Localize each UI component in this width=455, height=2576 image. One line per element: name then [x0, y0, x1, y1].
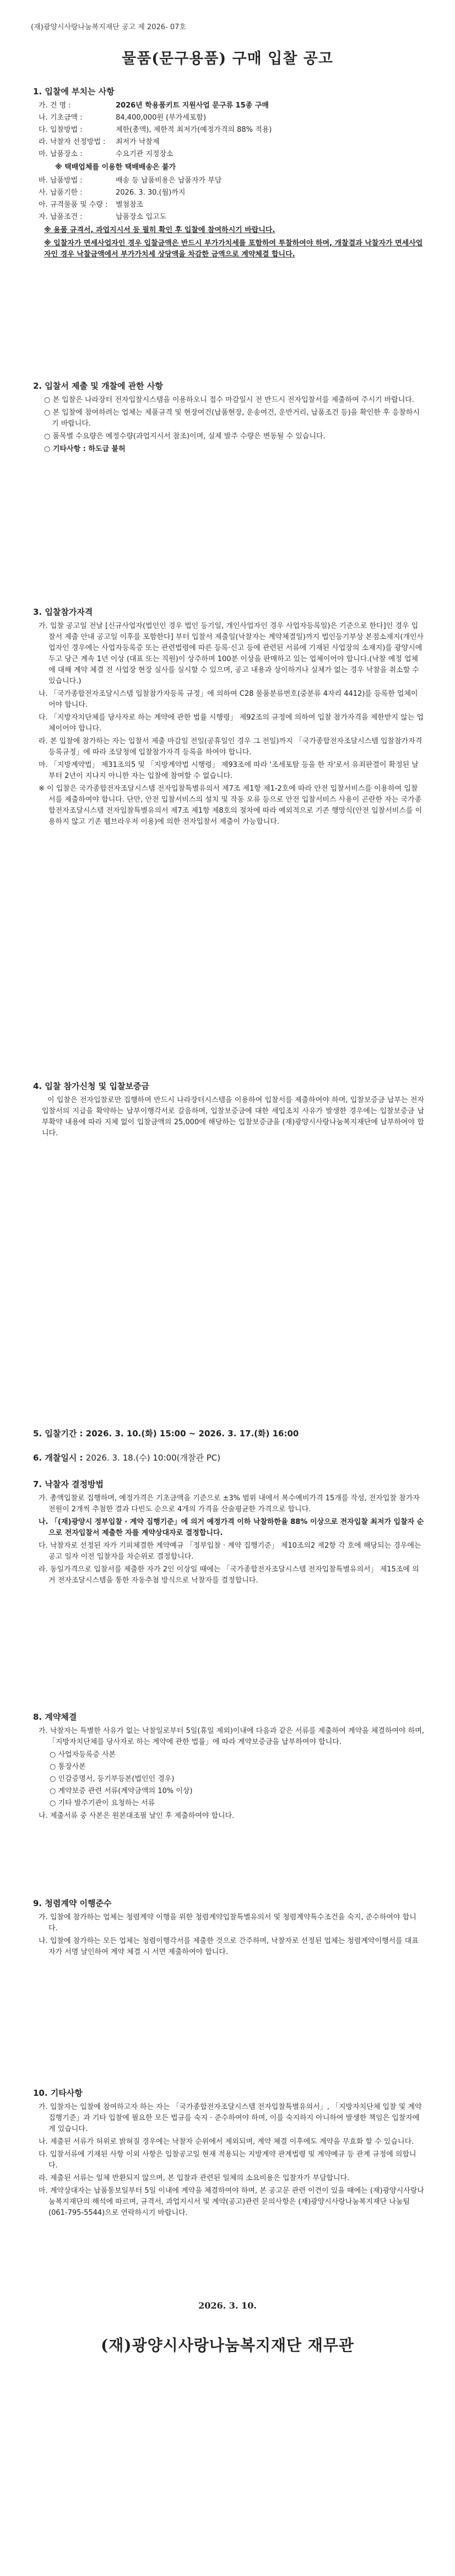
detail-value: 수요기관 지정장소: [116, 150, 174, 158]
page-title: 물품(문구용품) 구매 입찰 공고: [122, 50, 333, 67]
document-number: (재)광양시사랑나눔복지재단 공고 제 2026- 07호: [31, 23, 186, 31]
list-item: 나. 입찰에 참가하는 모든 업체는 청렴이행각서를 제출한 것으로 간주하며, 낙찰자로 선정된 업체는 청렴계약이행서를 대표자가 서명 날인하여 계약 체결 시 서면 제출하여야 합니다.: [39, 1937, 419, 1956]
section-title: 1. 입찰에 부치는 사항: [33, 87, 115, 96]
section-misc: [33, 2087, 424, 2220]
bid-period: [33, 1428, 424, 1439]
list-item: 가. 입찰자는 입찰에 참여하고자 하는 자는 「국가종합전자조달시스템 전자입찰특별유의서」, 「지방자치단체 입찰 및 계약집행기준」과 기타 입찰에 필요한 모든 법규를 숙지 · 준수하여야 하며, 이를 숙지하지 아니하여 발생한 책임은 입찰자에게 있습니다.: [39, 2103, 422, 2133]
section-bid-period: [33, 1428, 424, 1439]
bid-period-value: 2026. 3. 10.(화) 15:00 ~ 2026. 3. 17.(화) 16:00: [85, 1429, 299, 1439]
list-item: 마. 「지방계약법」 제31조의5 및 「지방계약법 시행령」 제93조에 따라 '조세포탈 등을 한 자'로서 유죄판결이 확정된 날부터 2년이 지나지 아니한 자는 입찰에 참여할 수 없습니다.: [39, 761, 419, 780]
section-title: 7. 낙찰자 결정방법: [33, 1479, 104, 1489]
list-item: 나. 제출된 서류가 허위로 밝혀질 경우에는 낙찰자 순위에서 제외되며, 계약 체결 이후에도 계약을 무효화 할 수 있습니다.: [39, 2138, 414, 2146]
issuer-name: (재)광양시사랑나눔복지재단 재무관: [101, 2336, 354, 2354]
detail-value: 제한(총액), 제한적 최저가(예정가격의 88% 적용): [116, 126, 272, 134]
detail-label: 나. 기초금액 :: [39, 114, 83, 122]
section-title: 2. 입찰서 제출 및 개찰에 관한 사항: [33, 381, 163, 391]
list-item: 마. 계약상대자는 납품통보일부터 5일 이내에 계약을 체결하여야 하며, 본 공고문 관련 이견이 있을 때에는 (재)광양시사랑나눔복지재단의 해석에 따르며, 규격서, 과업지시서 및 계약(공고)관련 문의사항은 (재)광양시사랑나눔복지재단 나눔팀(061-795-5544)으로 연락하시기 바랍니다.: [39, 2187, 424, 2217]
detail-value: 배송 등 납품비용은 납품자가 부담: [116, 176, 222, 185]
detail-label: 라. 낙찰자 선정방법 :: [39, 138, 106, 146]
list-item: 다. 입찰서류에 기재된 사항 이외 사항은 입찰공고일 현재 적용되는 지방계약 관계법령 및 계약예규 등 관계 규정에 의합니다.: [39, 2150, 416, 2170]
list-item: 라. 동일가격으로 입찰서를 제출한 자가 2인 이상일 때에는 「국가종합전자조달시스템 전자입찰특별유의서」 제15조에 의거 전자조달시스템을 통한 자동추첨 방식으로 낙찰자를 결정합니다.: [39, 1565, 419, 1585]
detail-row: [39, 100, 424, 111]
list-item: 라. 제출된 서류는 일체 반환되지 않으며, 본 입찰과 관련된 일체의 소요비용은 입찰자가 부담합니다.: [39, 2174, 350, 2182]
paragraph: 이 입찰은 전자입찰로만 집행하며 반드시 나라장터시스템을 이용하여 입찰서를 제출하여야 하며, 입찰보증금 납부는 전자입찰서의 지급을 확약하는 납부이행각서로 갈음하며, 입찰보증금에 대한 세입조치 사유가 발생한 경우에는 입찰보증금 납부확약 내용에 따라 지체 없이 입찰금액의 25,000에 해당하는 입찰보증금을 (재)광양시사랑나눔복지재단에 납부하여야 합니다.: [42, 1096, 424, 1137]
list-item: 가. 입찰 공고일 전날 [신규사업자(법인인 경우 법인 등기일, 개인사업자인 경우 사업자등록일)은 기준으로 한다]인 경우 입찰서 제출 안내 공고일 이후를 포함한다] 부터 입찰서 제출일(낙찰자는 계약체결일)까지 법인등기부상 본점소재지(개인사업자인 경우에는 사업자등록증 또는 관련법령에 따른 등록·신고 등에 관련된 서류에 기재된 사업장의 소재지)를 광양시에 두고 당근 계속 1년 이상 (대표 또는 직원)이 상주하며 100분 이상을 판매하고 있는 업체이어야 합니다.(낙찰 예정 업체에 대해 계약 체결 전 사업장 현장 실사를 실시할 수 있으며, 공고 내용과 상이하거나 실체가 없는 경우 낙찰을 취소할 수 있습니다.): [39, 622, 424, 685]
list-item: 가. 총액입찰로 집행하며, 예정가격은 기초금액을 기준으로 ±3% 범위 내에서 복수예비가격 15개를 작성, 전자입찰 참가자 전원이 2개씩 추첨한 결과 다빈도 순으로 4개의 가격을 산술평균한 가격으로 합니다.: [39, 1494, 420, 1514]
section-integrity: [33, 1898, 424, 1960]
section-title: 3. 입찰참가자격: [33, 607, 93, 617]
detail-label: 마. 납품장소 :: [39, 150, 83, 158]
spec-note: ※ 용품 규격서, 과업지시서 등 필히 확인 후 입찰에 참여하시기 바랍니다.: [44, 226, 275, 234]
list-item: 나. 「국가종합전자조달시스템 입찰참가자등록 규정」에 의하여 C28 물품분류번호(중분류 4자리 4412)를 등록한 업체이어야 합니다.: [39, 690, 418, 709]
document-item: ○ 통장사본: [50, 1763, 86, 1771]
list-item: 가. 낙찰자는 특별한 사유가 없는 낙찰일로부터 5일(휴일 제외)이내에 다음과 같은 서류를 제출하여 계약을 체결하여야 하며, 「지방자치단체를 당사자로 하는 계약에 관한 법률」에 따라 계약보증금을 납부하여야 합니다.: [39, 1727, 424, 1746]
detail-row: [39, 212, 424, 223]
section-opening: [33, 1452, 424, 1463]
section-title: 6. 개찰일시 :: [33, 1453, 83, 1463]
section-title: 9. 청렴계약 이행준수: [33, 1898, 112, 1908]
list-item: ○ 본 입찰은 나라장터 전자입찰시스템을 이용하오니 접수 마감일시 전 반드시 전자입찰서를 제출하여 주시기 바랍니다.: [44, 396, 414, 404]
list-item: ○ 본 입찰에 참여하려는 업체는 제품규격 및 현장여건(납품현장, 운송여건, 운반거리, 납품조건 등)을 확인한 후 응찰하시기 바랍니다.: [44, 409, 420, 428]
section-title: 8. 계약체결: [33, 1712, 77, 1722]
detail-label: 가. 건 명 :: [39, 101, 71, 110]
detail-label: 다. 입찰방법 :: [39, 126, 83, 134]
section-award: [33, 1479, 424, 1588]
tax-note: ※ 입찰자가 면세사업자인 경우 입찰금액은 반드시 부가가치세를 포함하여 투찰하여야 하며, 개찰결과 낙찰자가 면세사업자인 경우 낙찰금액에서 부가가치세 상당액을 차감한 금액으로 계약체결 합니다.: [44, 239, 423, 259]
detail-value: 2026. 3. 30.(월)까지: [116, 189, 186, 197]
list-item: 다. 낙찰자로 선정된 자가 기피체결한 계약예규 「정부입찰 · 계약 집행기준」 제10조의2 제2항 각 호에 해당되는 경우에는 공고 일자 이전 입찰자를 차순위로 결정합니다.: [39, 1542, 421, 1561]
detail-row: [39, 187, 424, 198]
delivery-note: ※ 택배업체를 이용한 택배배송은 불가: [55, 163, 176, 171]
section-title: 4. 입찰 참가신청 및 입찰보증금: [33, 1081, 149, 1091]
detail-label: 바. 납품방법 :: [39, 176, 83, 185]
opening-date: [33, 1452, 424, 1463]
document-item: ○ 인감증명서, 등기부등본(법인인 경우): [50, 1775, 175, 1783]
section-title: 10. 기타사항: [33, 2088, 83, 2098]
document-item: ○ 계약보증 관련 서류(계약금액의 10% 이상): [50, 1787, 193, 1795]
detail-value: 별첨참조: [116, 201, 144, 209]
section-bid-details: [33, 86, 424, 262]
section-eligibility: [33, 607, 424, 829]
section-title: 5. 입찰기간 :: [33, 1429, 83, 1439]
opening-date-value: 2026. 3. 18.(수) 10:00(개찰관 PC): [85, 1453, 221, 1463]
detail-label: 아. 규격물품 및 수량 :: [39, 201, 108, 209]
detail-row: [39, 149, 424, 160]
list-item: 라. 본 입찰에 참가하는 자는 입찰서 제출 마감일 전일(공휴일인 경우 그 전일)까지 「국가종합전자조달시스템 입찰참가자격 등록규정」에 따라 조달청에 입찰참가자격 등록을 하여야 합니다.: [39, 737, 422, 756]
detail-value: 납품장소 입고도: [116, 213, 167, 221]
notice-date: 2026. 3. 10.: [198, 2300, 257, 2311]
list-item: 다. 「지방자치단체를 당사자로 하는 계약에 관한 법률 시행령」 제92조의 규정에 의하여 입찰 참가자격을 제한받지 않는 업체이어야 합니다.: [39, 713, 424, 733]
section-contract: [33, 1711, 424, 1823]
detail-row: [39, 112, 424, 124]
detail-value: 최저가 낙찰제: [116, 138, 160, 146]
detail-row: [39, 125, 424, 136]
detail-row: [39, 200, 424, 211]
section-deposit: [33, 1081, 424, 1141]
detail-row: [39, 175, 424, 186]
detail-value: 84,400,000원 (부가세포함): [116, 114, 207, 122]
document-item: ○ 기타 발주기관이 요청하는 서류: [50, 1799, 155, 1807]
detail-label: 자. 납품조건 :: [39, 213, 83, 221]
detail-label: 사. 납품기한 :: [39, 189, 83, 197]
list-item: 나. 제출서류 중 사본은 원본대조필 날인 후 제출하여야 합니다.: [39, 1812, 235, 1820]
list-item: ○ 품목별 수요량은 예정수량(과업지시서 참조)이며, 실제 발주 수량은 변동될 수 있습니다.: [44, 432, 326, 441]
section-submission: [33, 380, 424, 457]
detail-value: 2026년 학용품키트 지원사업 문구류 15종 구매: [116, 101, 269, 110]
list-item: 가. 입찰에 참가하는 업체는 청렴계약 이행을 위한 청렴계약입찰특별유의서 및 청렴계약특수조건을 숙지, 준수하여야 합니다.: [39, 1913, 416, 1933]
document-item: ○ 사업자등록증 사본: [50, 1751, 116, 1759]
list-item: 나. 「(재)광양시 정부입찰 · 계약 집행기준」에 의거 예정가격 이하 낙찰하한율 88% 이상으로 전자입찰 최저가 입찰자 순으로 전자입찰서 제출한 자를 계약상대자로 결정합니다.: [39, 1518, 424, 1537]
list-item: ※ 이 입찰은 국가종합전자조달시스템 전자입찰특별유의서 제7조 제1항 제1-2호에 따라 안전 입찰서비스를 이용하여 입찰서를 제출하여야 합니다. 단만, 안전 입찰서비스의 설치 및 작동 오류 등으로 안전 입찰서비스 사용이 곤란한 자는 국가종합전자조달시스템 전자입찰특별유의서 제7조 제1항 제8호의 절차에 따라 예외적으로 기존 행망식(안전 입찰서비스를 이용하지 않고 기존 웹브라우저 이용)에 의한 전자입찰서 제출이 가능합니다.: [39, 785, 422, 826]
detail-row: [39, 137, 424, 148]
list-item: ○ 기타사항 : 하도급 불허: [44, 445, 126, 453]
